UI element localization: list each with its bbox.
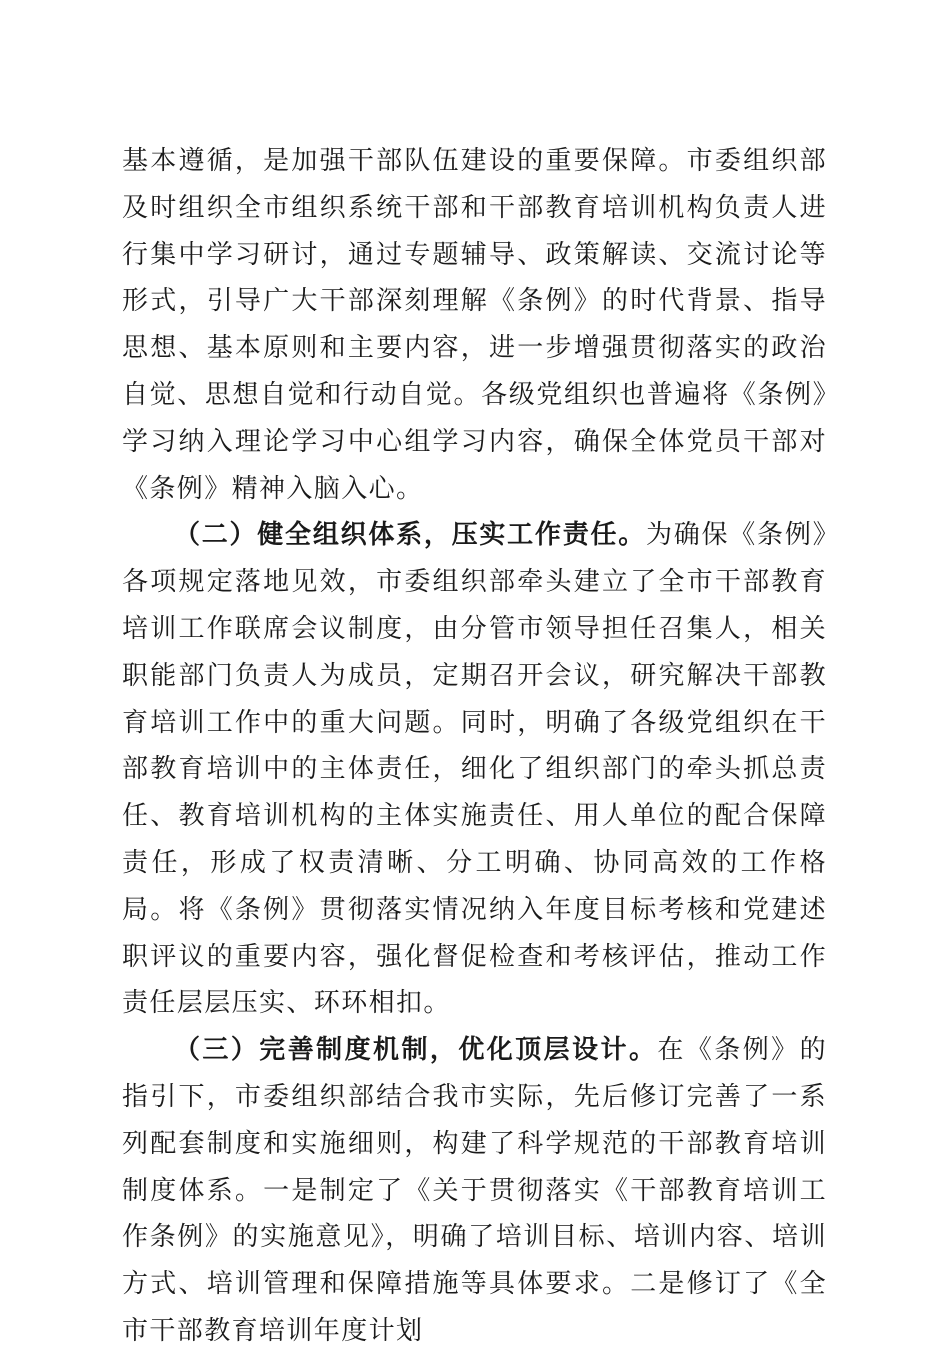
paragraph-1: [122, 138, 827, 512]
paragraph-3-text: 在《条例》的指引下，市委组织部结合我市实际，先后修订完善了一系列配套制度和实施细则，构建了科学规范的干部教育培训制度体系。一是制定了《关于贯彻落实《干部教育培训工作条例》的实施意见》，明确了培训目标、培训内容、培训方式、培训管理和保障措施等具体要求。二是修订了《全市干部教育培训年度计划: [122, 1035, 827, 1346]
paragraph-3: [122, 1027, 827, 1355]
paragraph-3-heading: （三）完善制度机制，优化顶层设计。: [174, 1035, 658, 1066]
document-body: [122, 138, 827, 1355]
paragraph-1-text: 基本遵循，是加强干部队伍建设的重要保障。市委组织部及时组织全市组织系统干部和干部教育培训机构负责人进行集中学习研讨，通过专题辅导、政策解读、交流讨论等形式，引导广大干部深刻理解《条例》的时代背景、指导思想、基本原则和主要内容，进一步增强贯彻落实的政治自觉、思想自觉和行动自觉。各级党组织也普遍将《条例》学习纳入理论学习中心组学习内容，确保全体党员干部对《条例》精神入脑入心。: [122, 146, 827, 504]
paragraph-2: [122, 512, 827, 1027]
paragraph-2-heading: （二）健全组织体系，压实工作责任。: [174, 520, 646, 551]
paragraph-2-text: 为确保《条例》各项规定落地见效，市委组织部牵头建立了全市干部教育培训工作联席会议制度，由分管市领导担任召集人，相关职能部门负责人为成员，定期召开会议，研究解决干部教育培训工作中的重大问题。同时，明确了各级党组织在干部教育培训中的主体责任，细化了组织部门的牵头抓总责任、教育培训机构的主体实施责任、用人单位的配合保障责任，形成了权责清晰、分工明确、协同高效的工作格局。将《条例》贯彻落实情况纳入年度目标考核和党建述职评议的重要内容，强化督促检查和考核评估，推动工作责任层层压实、环环相扣。: [122, 520, 827, 1019]
